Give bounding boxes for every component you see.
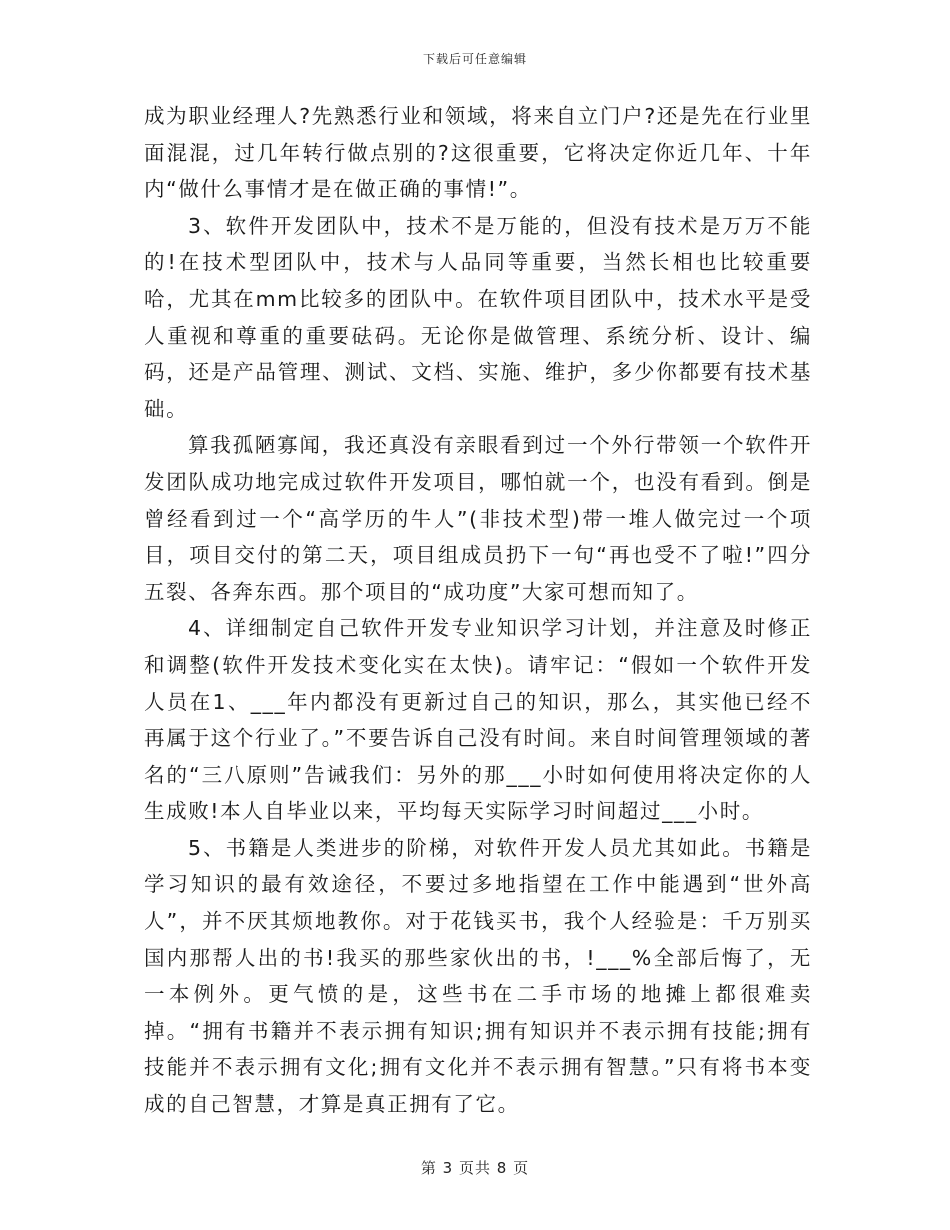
paragraph-intro: 成为职业经理人?先熟悉行业和领域，将来自立门户?还是先在行业里面混混，过几年转行做点别的?这很重要，它将决定你近几年、十年内“做什么事情才是在做正确的事情!”。	[144, 104, 812, 202]
page-header: 下载后可任意编辑	[422, 52, 527, 66]
paragraph-anecdote: 算我孤陋寡闻，我还真没有亲眼看到过一个外行带领一个软件开发团队成功地完成过软件开发项目，哪怕就一个，也没有看到。倒是曾经看到过一个“高学历的牛人”(非技术型)带一堆人做完过一个项目，项目交付的第二天，项目组成员扔下一句“再也受不了啦!”四分五裂、各奔东西。那个项目的“成功度”大家可想而知了。	[144, 433, 812, 604]
document-body	[144, 98, 812, 1123]
paragraph-point-3: 3、软件开发团队中，技术不是万能的，但没有技术是万万不能的!在技术型团队中，技术与人品同等重要，当然长相也比较重要哈，尤其在mm比较多的团队中。在软件项目团队中，技术水平是受人重视和尊重的重要砝码。无论你是做管理、系统分析、设计、编码，还是产品管理、测试、文档、实施、维护，多少你都要有技术基础。	[144, 213, 812, 421]
page-number: 第 3 页共 8 页	[420, 1159, 530, 1177]
paragraph-point-4: 4、详细制定自己软件开发专业知识学习计划，并注意及时修正和调整(软件开发技术变化实在太快)。请牢记：“假如一个软件开发人员在1、___年内都没有更新过自己的知识，那么，其实他已经不再属于这个行业了。”不要告诉自己没有时间。来自时间管理领域的著名的“三八原则”告诫我们：另外的那___小时如何使用将决定你的人生成败!本人自毕业以来，平均每天实际学习时间超过___小时。	[144, 616, 812, 824]
paragraph-point-5: 5、书籍是人类进步的阶梯，对软件开发人员尤其如此。书籍是学习知识的最有效途径，不要过多地指望在工作中能遇到“世外高人”，并不厌其烦地教你。对于花钱买书，我个人经验是：千万别买国内那帮人出的书!我买的那些家伙出的书，!___%全部后悔了，无一本例外。更气愤的是，这些书在二手市场的地摊上都很难卖掉。“拥有书籍并不表示拥有知识;拥有知识并不表示拥有技能;拥有技能并不表示拥有文化;拥有文化并不表示拥有智慧。”只有将书本变成的自己智慧，才算是真正拥有了它。	[144, 835, 812, 1117]
